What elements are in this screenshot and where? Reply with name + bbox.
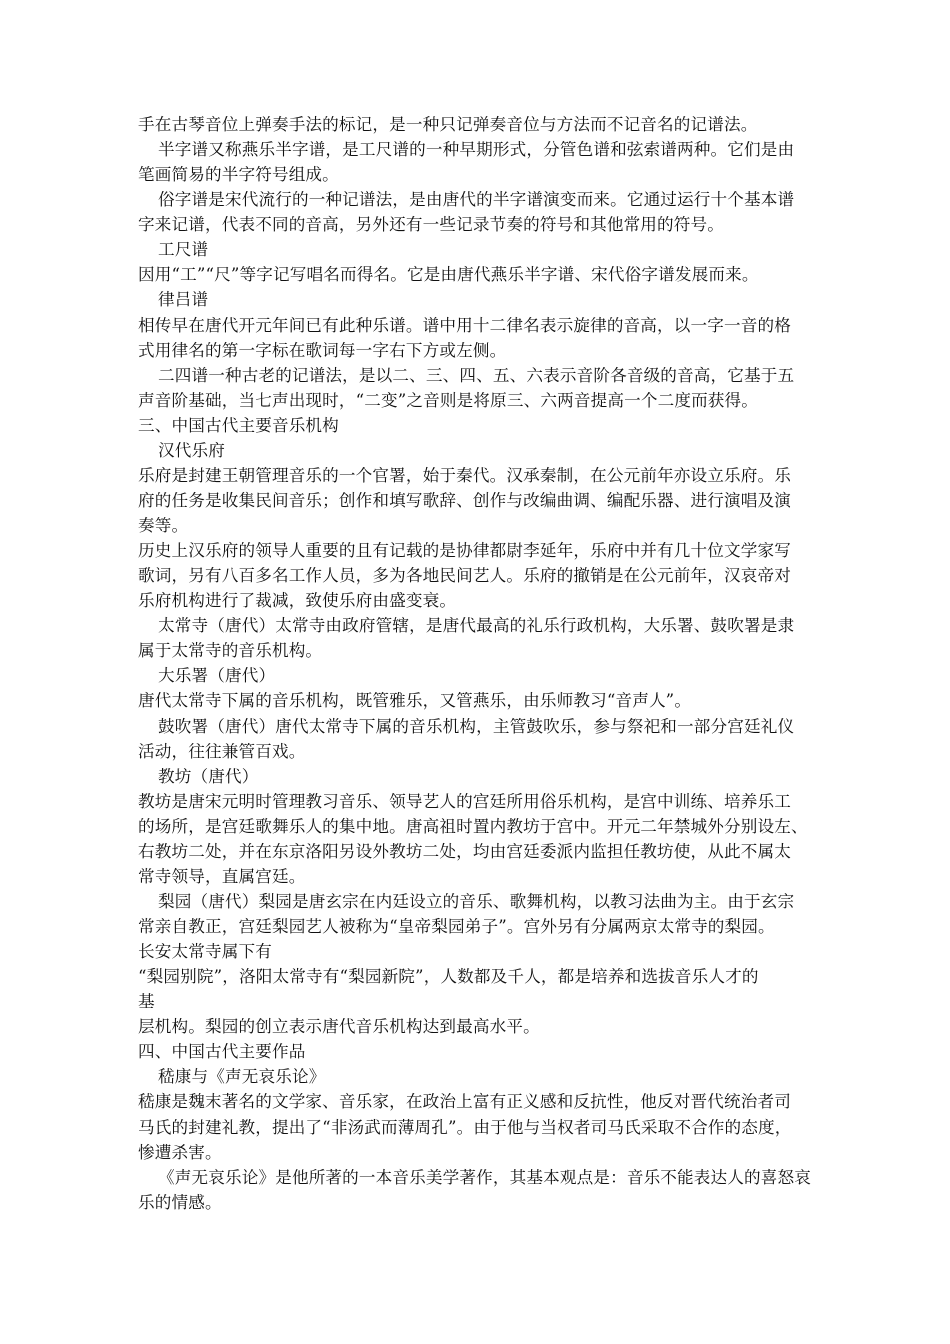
text-line: 的场所，是宫廷歌舞乐人的集中地。唐高祖时置内教坊于宫中。开元二年禁城外分别设左、 — [138, 816, 808, 836]
text-line: 笔画简易的半字符号组成。 — [138, 165, 339, 185]
text-line: 活动，往往兼管百戏。 — [138, 741, 306, 761]
text-line: 历史上汉乐府的领导人重要的且有记载的是协律都尉李延年，乐府中并有几十位文学家写 — [138, 541, 792, 561]
text-line: 常寺领导，直属宫廷。 — [138, 866, 306, 886]
text-line: 《声无哀乐论》是他所著的一本音乐美学著作，其基本观点是：音乐不能表达人的喜怒哀 — [158, 1167, 812, 1187]
text-line: 歌词，另有八百多名工作人员，多为各地民间艺人。乐府的撤销是在公元前年，汉哀帝对 — [138, 566, 792, 586]
text-line: 梨园（唐代）梨园是唐玄宗在内廷设立的音乐、歌舞机构，以教习法曲为主。由于玄宗 — [158, 891, 795, 911]
text-line: 字来记谱，代表不同的音高，另外还有一些记录节奏的符号和其他常用的符号。 — [138, 215, 725, 235]
text-line: 乐府是封建王朝管理音乐的一个官署，始于秦代。汉承秦制，在公元前年亦设立乐府。乐 — [138, 465, 792, 485]
text-line: 层机构。梨园的创立表示唐代音乐机构达到最高水平。 — [138, 1017, 540, 1037]
text-line: 教坊（唐代） — [158, 766, 259, 786]
text-line: 乐的情感。 — [138, 1192, 222, 1212]
text-line: 大乐署（唐代） — [158, 666, 276, 686]
text-line: 太常寺（唐代）太常寺由政府管辖，是唐代最高的礼乐行政机构，大乐署、鼓吹署是隶 — [158, 616, 795, 636]
text-line: 基 — [138, 992, 155, 1012]
text-line: 汉代乐府 — [158, 440, 225, 460]
text-line: 乐府机构进行了裁减，致使乐府由盛变衰。 — [138, 591, 457, 611]
text-line: 常亲自教正，宫廷梨园艺人被称为“皇帝梨园弟子”。宫外另有分属两京太常寺的梨园。 — [138, 917, 775, 936]
text-line: 惨遭杀害。 — [138, 1142, 222, 1162]
text-line: 式用律名的第一字标在歌词每一字右下方或左侧。 — [138, 340, 507, 360]
text-line: 相传早在唐代开元年间已有此种乐谱。谱中用十二律名表示旋律的音高，以一字一音的格 — [138, 315, 792, 335]
text-line: 教坊是唐宋元明时管理教习音乐、领导艺人的宫廷所用俗乐机构，是宫中训练、培养乐工 — [138, 791, 792, 811]
text-line: 奏等。 — [138, 516, 189, 535]
text-line: 嵇康与《声无哀乐论》 — [158, 1067, 326, 1087]
text-line: 鼓吹署（唐代）唐代太常寺下属的音乐机构，主管鼓吹乐，参与祭祀和一部分宫廷礼仪 — [158, 716, 795, 736]
text-line: 嵇康是魏末著名的文学家、音乐家，在政治上富有正义感和反抗性，他反对晋代统治者司 — [138, 1092, 792, 1112]
text-line: 府的任务是收集民间音乐；创作和填写歌辞、创作与改编曲调、编配乐器、进行演唱及演 — [138, 490, 792, 510]
text-line: 四、中国古代主要作品 — [138, 1042, 306, 1062]
text-line: 手在古琴音位上弹奏手法的标记，是一种只记弹奏音位与方法而不记音名的记谱法。 — [138, 115, 758, 134]
text-line: 工尺谱 — [158, 240, 209, 260]
text-line: 二四谱一种古老的记谱法，是以二、三、四、五、六表示音阶各音级的音高，它基于五 — [158, 365, 795, 385]
text-line: 律吕谱 — [158, 290, 209, 310]
text-line: 唐代太常寺下属的音乐机构，既管雅乐，又管燕乐，由乐师教习“音声人”。 — [138, 691, 692, 711]
text-line: “梨园别院”，洛阳太常寺有“梨园新院”，人数都及千人，都是培养和选拔音乐人才的 — [138, 967, 759, 987]
text-line: 属于太常寺的音乐机构。 — [138, 641, 323, 661]
text-line: 右教坊二处，并在东京洛阳另设外教坊二处，均由宫廷委派内监担任教坊使，从此不属太 — [138, 841, 792, 861]
text-line: 三、中国古代主要音乐机构 — [138, 415, 339, 435]
text-line: 声音阶基础，当七声出现时，“二变”之音则是将原三、六两音提高一个二度而获得。 — [138, 390, 759, 410]
text-line: 马氏的封建礼教，提出了“非汤武而薄周孔”。由于他与当权者司马氏采取不合作的态度， — [138, 1117, 792, 1137]
text-line: 长安太常寺属下有 — [138, 942, 272, 962]
document-page — [138, 112, 838, 1215]
text-line: 半字谱又称燕乐半字谱，是工尺谱的一种早期形式，分管色谱和弦索谱两种。它们是由 — [158, 140, 795, 160]
text-line: 因用“工”“尺”等字记写唱名而得名。它是由唐代燕乐半字谱、宋代俗字谱发展而来。 — [138, 265, 759, 285]
text-line: 俗字谱是宋代流行的一种记谱法，是由唐代的半字谱演变而来。它通过运行十个基本谱 — [158, 190, 795, 210]
